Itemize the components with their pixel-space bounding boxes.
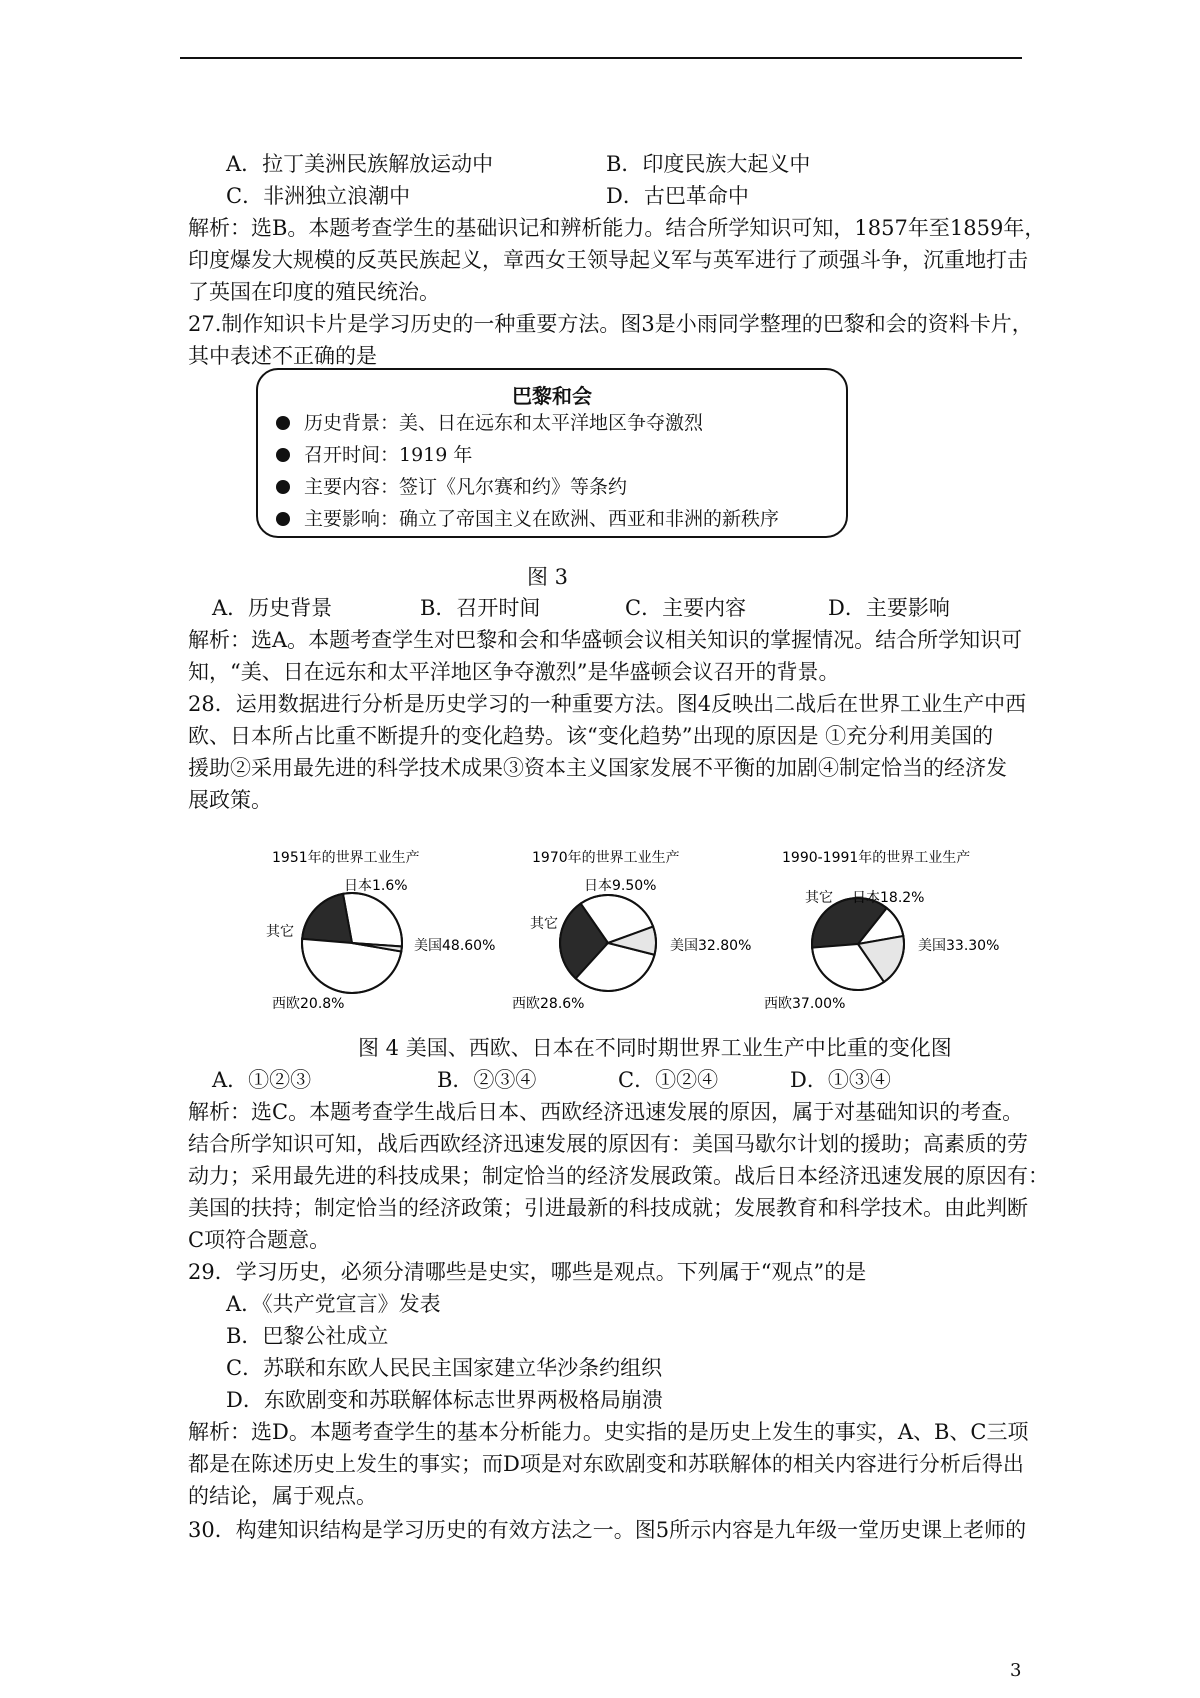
q26-analysis-line: 解析：选B。本题考查学生的基础识记和辨析能力。结合所学知识可知，1857年至1859年， — [188, 216, 1046, 240]
q27-analysis-line: 解析：选A。本题考查学生对巴黎和会和华盛顿会议相关知识的掌握情况。结合所学知识可 — [188, 628, 1023, 652]
card-row — [276, 506, 779, 532]
header-rule — [180, 57, 1022, 59]
pie-label-other: 其它 — [530, 916, 558, 932]
q29-analysis-line: 的结论，属于观点。 — [188, 1484, 377, 1508]
q27-analysis-line: 知，“美、日在远东和太平洋地区争夺激烈”是华盛顿会议召开的背景。 — [188, 660, 840, 684]
card-row-text: 历史背景：美、日在远东和太平洋地区争夺激烈 — [304, 412, 704, 434]
fig3-caption: 图 3 — [527, 565, 569, 589]
pie-title: 1970年的世界工业生产 — [532, 850, 680, 866]
q28-analysis-line: 结合所学知识可知，战后西欧经济迅速发展的原因有：美国马歇尔计划的援助；高素质的劳 — [188, 1132, 1028, 1156]
q29-option-b: B．巴黎公社成立 — [226, 1324, 389, 1348]
bullet-icon — [276, 416, 290, 430]
q26-option-c: C．非洲独立浪潮中 — [226, 184, 411, 208]
q30-stem: 30．构建知识结构是学习历史的有效方法之一。图5所示内容是九年级一堂历史课上老师的 — [188, 1518, 1027, 1542]
q28-analysis-line: 解析：选C。本题考查学生战后日本、西欧经济迅速发展的原因，属于对基础知识的考查。 — [188, 1100, 1024, 1124]
card-title: 巴黎和会 — [512, 384, 592, 408]
q28-stem-line: 28．运用数据进行分析是历史学习的一种重要方法。图4反映出二战后在世界工业生产中西 — [188, 692, 1027, 716]
pie-label-western-europe: 西欧20.8% — [272, 996, 345, 1012]
pie-label-western-europe: 西欧37.00% — [764, 996, 846, 1012]
q26-analysis-line: 印度爆发大规模的反英民族起义，章西女王领导起义军与英军进行了顽强斗争，沉重地打击 — [188, 248, 1028, 272]
pie-chart-1951 — [266, 849, 495, 1012]
pie-title: 1951年的世界工业生产 — [272, 850, 420, 866]
fig4-caption: 图 4 美国、西欧、日本在不同时期世界工业生产中比重的变化图 — [358, 1036, 952, 1060]
q27-option-b: B．召开时间 — [420, 596, 541, 620]
q27-option-d: D．主要影响 — [828, 596, 950, 620]
card-row-text: 主要影响：确立了帝国主义在欧洲、西亚和非洲的新秩序 — [304, 508, 780, 530]
q26-option-d: D．古巴革命中 — [606, 184, 749, 208]
pie-label-usa: 美国33.30% — [918, 938, 1000, 954]
q28-option-a: A．①②③ — [212, 1068, 312, 1092]
bullet-icon — [276, 480, 290, 494]
pie-slice-western-europe — [302, 894, 352, 943]
q28-stem-line: 援助②采用最先进的科学技术成果③资本主义国家发展不平衡的加剧④制定恰当的经济发 — [188, 756, 1007, 780]
pie-label-western-europe: 西欧28.6% — [512, 996, 585, 1012]
q28-analysis-line: C项符合题意。 — [188, 1228, 331, 1252]
q29-option-c: C．苏联和东欧人民民主国家建立华沙条约组织 — [226, 1356, 663, 1380]
pie-label-other: 其它 — [266, 924, 294, 940]
q26-option-a: A．拉丁美洲民族解放运动中 — [226, 152, 494, 176]
q29-option-a: A．《共产党宣言》发表 — [226, 1292, 441, 1316]
q29-analysis-line: 解析：选D。本题考查学生的基本分析能力。史实指的是历史上发生的事实，A、B、C三项 — [188, 1420, 1029, 1444]
bullet-icon — [276, 448, 290, 462]
q27-stem-line: 27.制作知识卡片是学习历史的一种重要方法。图3是小雨同学整理的巴黎和会的资料卡片， — [188, 312, 1033, 336]
pie-label-japan: 日本1.6% — [344, 878, 408, 894]
bullet-icon — [276, 512, 290, 526]
q28-option-c: C．①②④ — [618, 1068, 719, 1092]
q28-analysis-line: 动力；采用最先进的科技成果；制定恰当的经济发展政策。战后日本经济迅速发展的原因有： — [188, 1164, 1049, 1188]
q28-stem-line: 欧、日本所占比重不断提升的变化趋势。该“变化趋势”出现的原因是 ①充分利用美国的 — [188, 724, 994, 748]
card-row — [276, 410, 703, 436]
q29-analysis-line: 都是在陈述历史上发生的事实；而D项是对东欧剧变和苏联解体的相关内容进行分析后得出 — [188, 1452, 1024, 1476]
q26-option-b: B．印度民族大起义中 — [606, 152, 811, 176]
q28-option-d: D．①③④ — [790, 1068, 891, 1092]
pie-title: 1990-1991年的世界工业生产 — [782, 850, 971, 866]
industrial-production-pie-charts — [262, 848, 1022, 1016]
pie-label-usa: 美国32.80% — [670, 938, 752, 954]
q28-analysis-line: 美国的扶持；制定恰当的经济政策；引进最新的科技成就；发展教育和科学技术。由此判断 — [188, 1196, 1028, 1220]
q29-stem: 29．学习历史，必须分清哪些是史实，哪些是观点。下列属于“观点”的是 — [188, 1260, 867, 1284]
card-row — [276, 474, 627, 500]
pie-label-other: 其它 — [805, 890, 833, 906]
knowledge-card — [256, 368, 848, 538]
pie-label-japan: 日本18.2% — [852, 890, 925, 906]
card-row-text: 召开时间：1919 年 — [304, 444, 473, 466]
q28-option-b: B．②③④ — [437, 1068, 537, 1092]
pie-chart-1970 — [512, 849, 751, 1012]
pie-label-usa: 美国48.60% — [414, 938, 496, 954]
q26-analysis-line: 了英国在印度的殖民统治。 — [188, 280, 440, 304]
page-number: 3 — [1010, 1660, 1022, 1681]
q27-stem-line: 其中表述不正确的是 — [188, 344, 377, 368]
pie-label-japan: 日本9.50% — [584, 878, 657, 894]
pie-chart-1990-1991 — [764, 849, 999, 1012]
q28-stem-line: 展政策。 — [188, 788, 272, 812]
q29-option-d: D．东欧剧变和苏联解体标志世界两极格局崩溃 — [226, 1388, 663, 1412]
card-row-text: 主要内容：签订《凡尔赛和约》等条约 — [304, 476, 628, 498]
q27-option-c: C．主要内容 — [625, 596, 747, 620]
card-row — [276, 442, 472, 468]
q27-option-a: A．历史背景 — [212, 596, 333, 620]
